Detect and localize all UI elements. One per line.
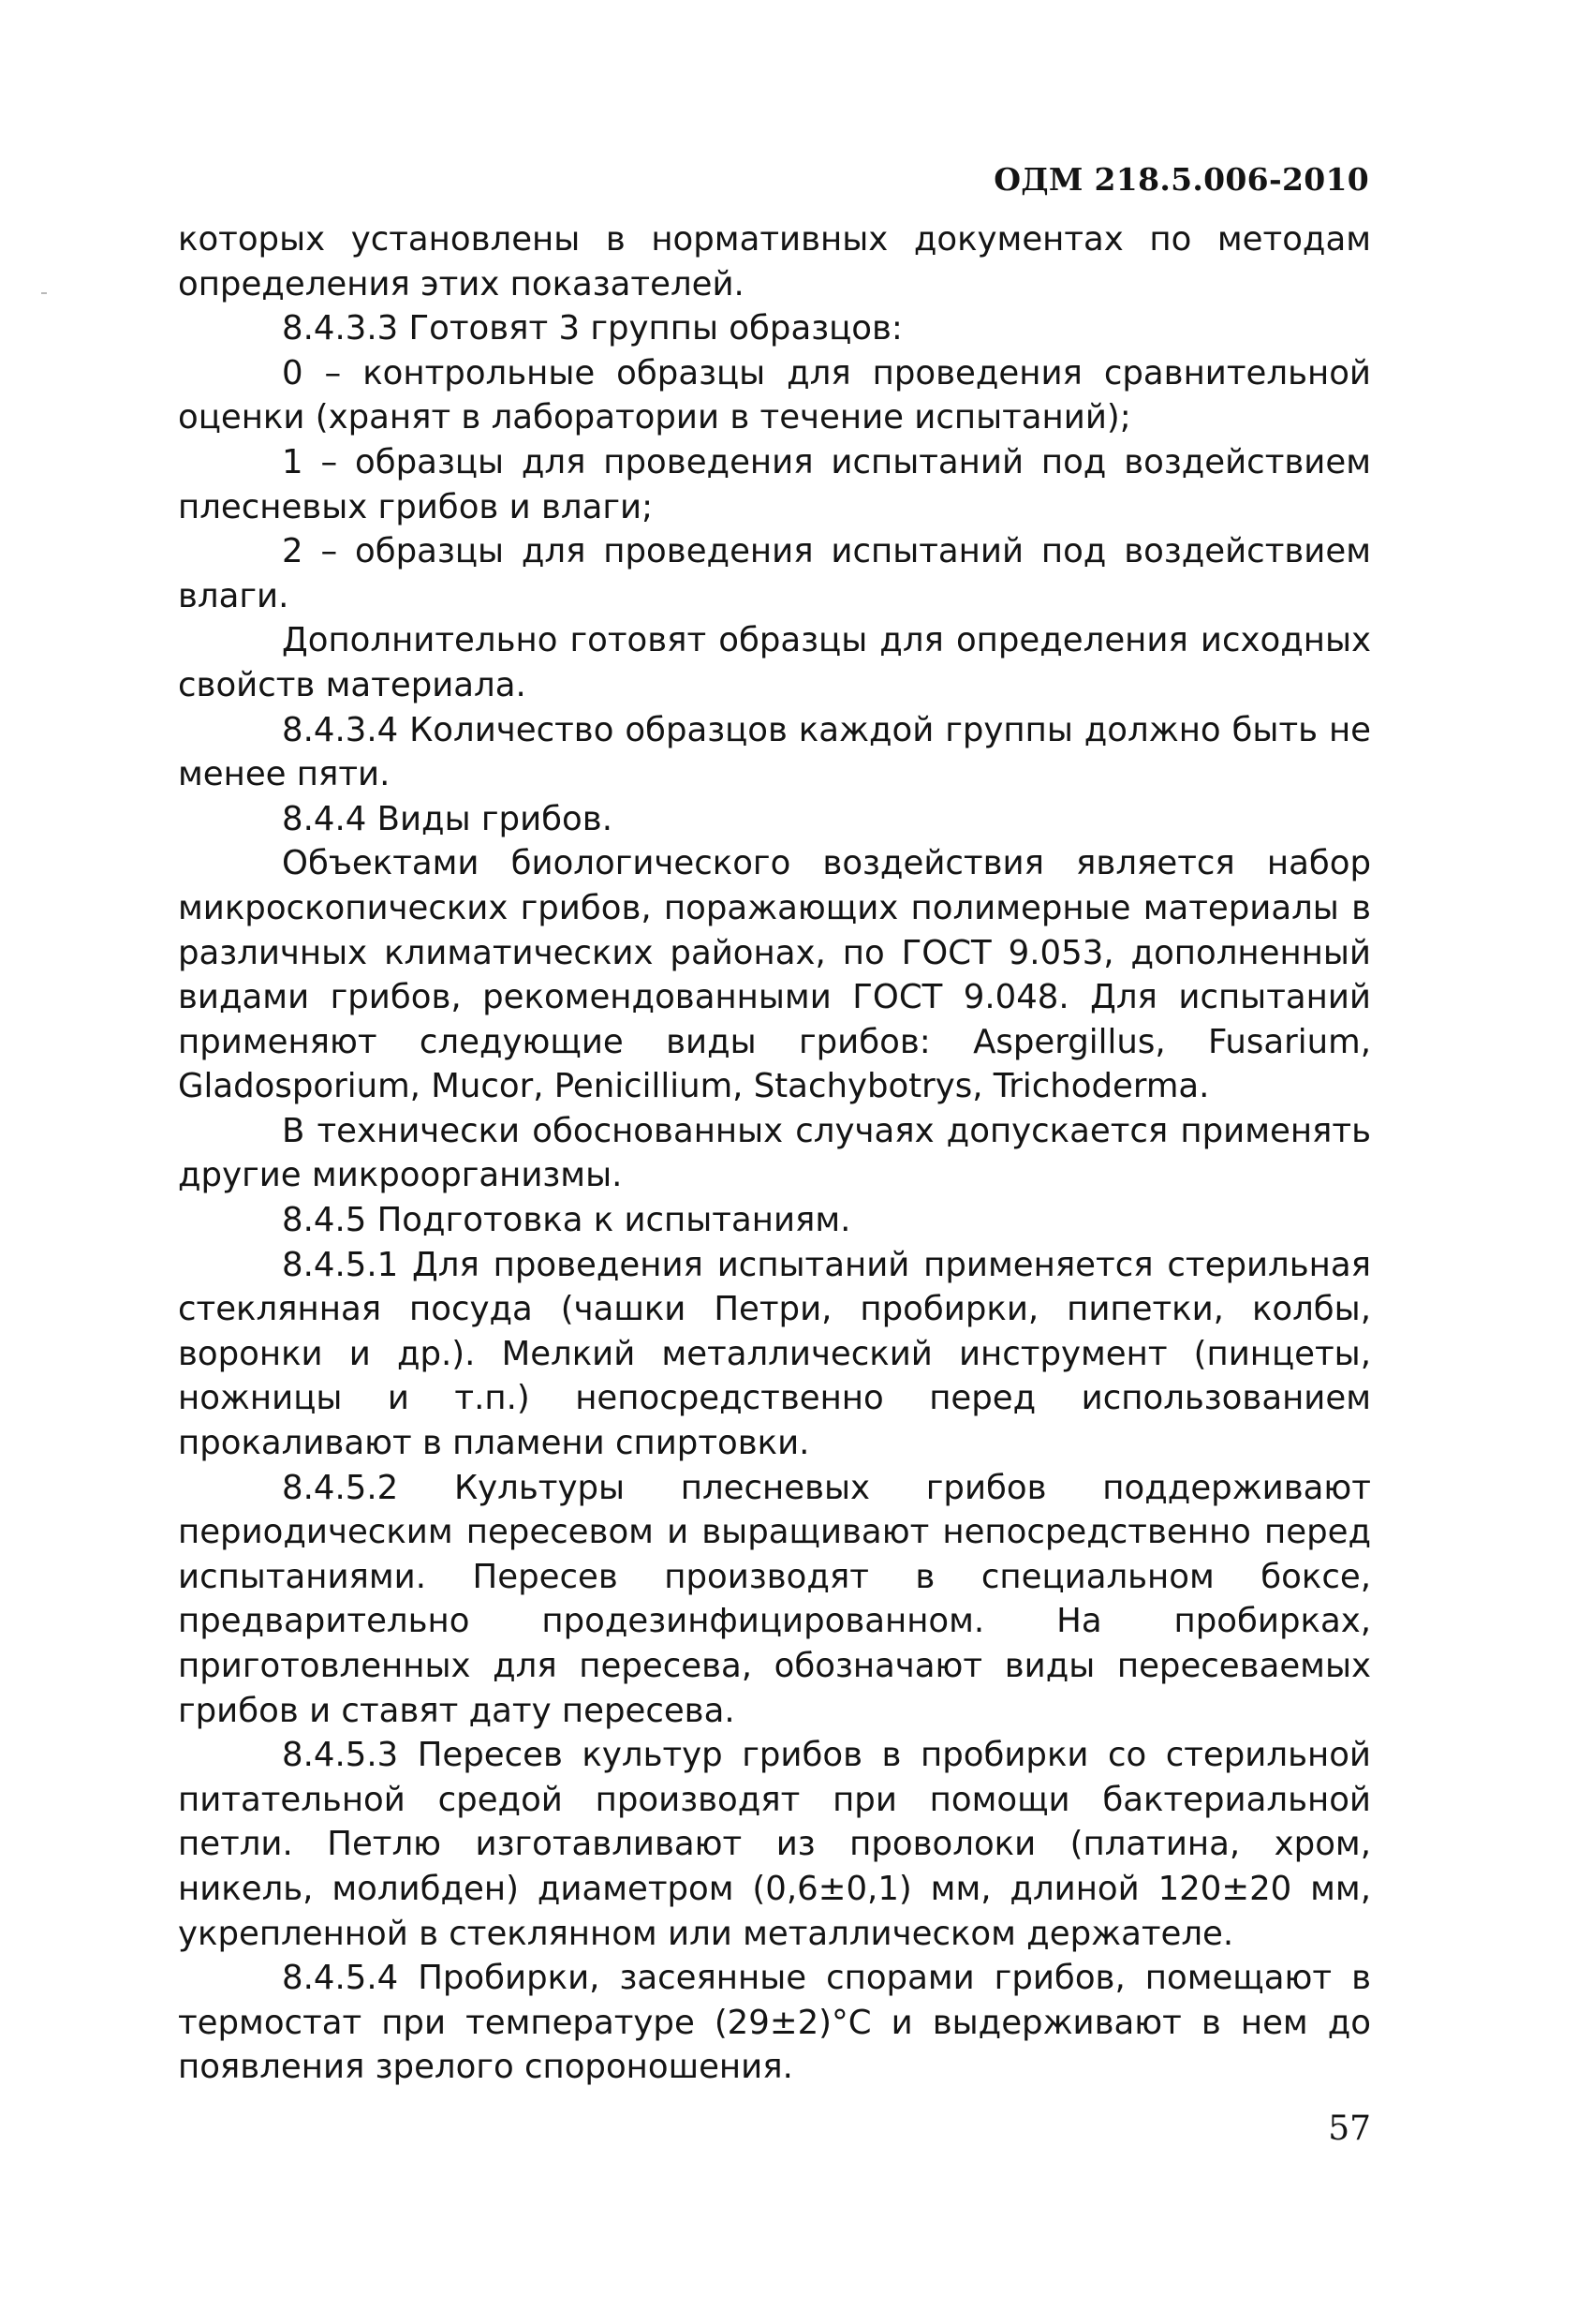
paragraph-additional-samples: Дополнительно готовят образцы для определения исходных свойств материала.	[178, 621, 1371, 704]
paragraph-fungi-species: Объектами биологического воздействия является набор микроскопических грибов, поражающих полимерные материалы в различных климатических районах, по ГОСТ 9.053, дополненный видами грибов, рекомендованными ГОСТ 9.048. Для испытаний применяют следующие виды грибов: Aspergillus, Fusarium, Gladosporium, Mucor, Penicillium, Stachybotrys, Trichoderma.	[178, 844, 1371, 1106]
scan-artifact	[41, 292, 47, 294]
paragraph-8-4-5-3: 8.4.5.3 Пересев культур грибов в пробирки со стерильной питательной средой производят при помощи бактериальной петли. Петлю изготавливают из проволоки (платина, хром, никель, молибден) диаметром (0,6±0,1) мм, длиной 120±20 мм, укрепленной в стеклянном или металлическом держателе.	[178, 1736, 1371, 1953]
paragraph-8-4-5: 8.4.5 Подготовка к испытаниям.	[282, 1201, 851, 1240]
paragraph-8-4-3-4: 8.4.3.4 Количество образцов каждой группы должно быть не менее пяти.	[178, 710, 1371, 794]
paragraph-continuation: которых установлены в нормативных документах по методам определения этих показателей.	[178, 220, 1371, 303]
page-number: 57	[1328, 2109, 1371, 2148]
paragraph-group-2: 2 – образцы для проведения испытаний под воздействием влаги.	[178, 532, 1371, 615]
paragraph-8-4-4: 8.4.4 Виды грибов.	[282, 799, 612, 838]
paragraph-8-4-3-3: 8.4.3.3 Готовят 3 группы образцов:	[282, 309, 903, 348]
paragraph-8-4-5-1: 8.4.5.1 Для проведения испытаний применяется стерильная стеклянная посуда (чашки Петри, пробирки, пипетки, колбы, воронки и др.). Мелкий металлический инструмент (пинцеты, ножницы и т.п.) непосредственно перед использованием прокаливают в пламени спиртовки.	[178, 1245, 1371, 1463]
paragraph-group-0: 0 – контрольные образцы для проведения сравнительной оценки (хранят в лаборатории в течение испытаний);	[178, 353, 1371, 437]
paragraph-8-4-5-4: 8.4.5.4 Пробирки, засеянные спорами грибов, помещают в термостат при температуре (29±2)°С и выдерживают в нем до появления зрелого спороношения.	[178, 1959, 1371, 2087]
paragraph-8-4-5-2: 8.4.5.2 Культуры плесневых грибов поддерживают периодическим пересевом и выращивают непосредственно перед испытаниями. Пересев производят в специальном боксе, предварительно продезинфицированном. На пробирках, приготовленных для пересева, обозначают виды пересеваемых грибов и ставят дату пересева.	[178, 1468, 1371, 1730]
paragraph-group-1: 1 – образцы для проведения испытаний под воздействием плесневых грибов и влаги;	[178, 442, 1371, 526]
document-body	[178, 217, 1371, 2090]
document-code-header: ОДМ 218.5.006-2010	[994, 161, 1369, 198]
paragraph-other-microorganisms: В технически обоснованных случаях допускается применять другие микроорганизмы.	[178, 1111, 1371, 1195]
